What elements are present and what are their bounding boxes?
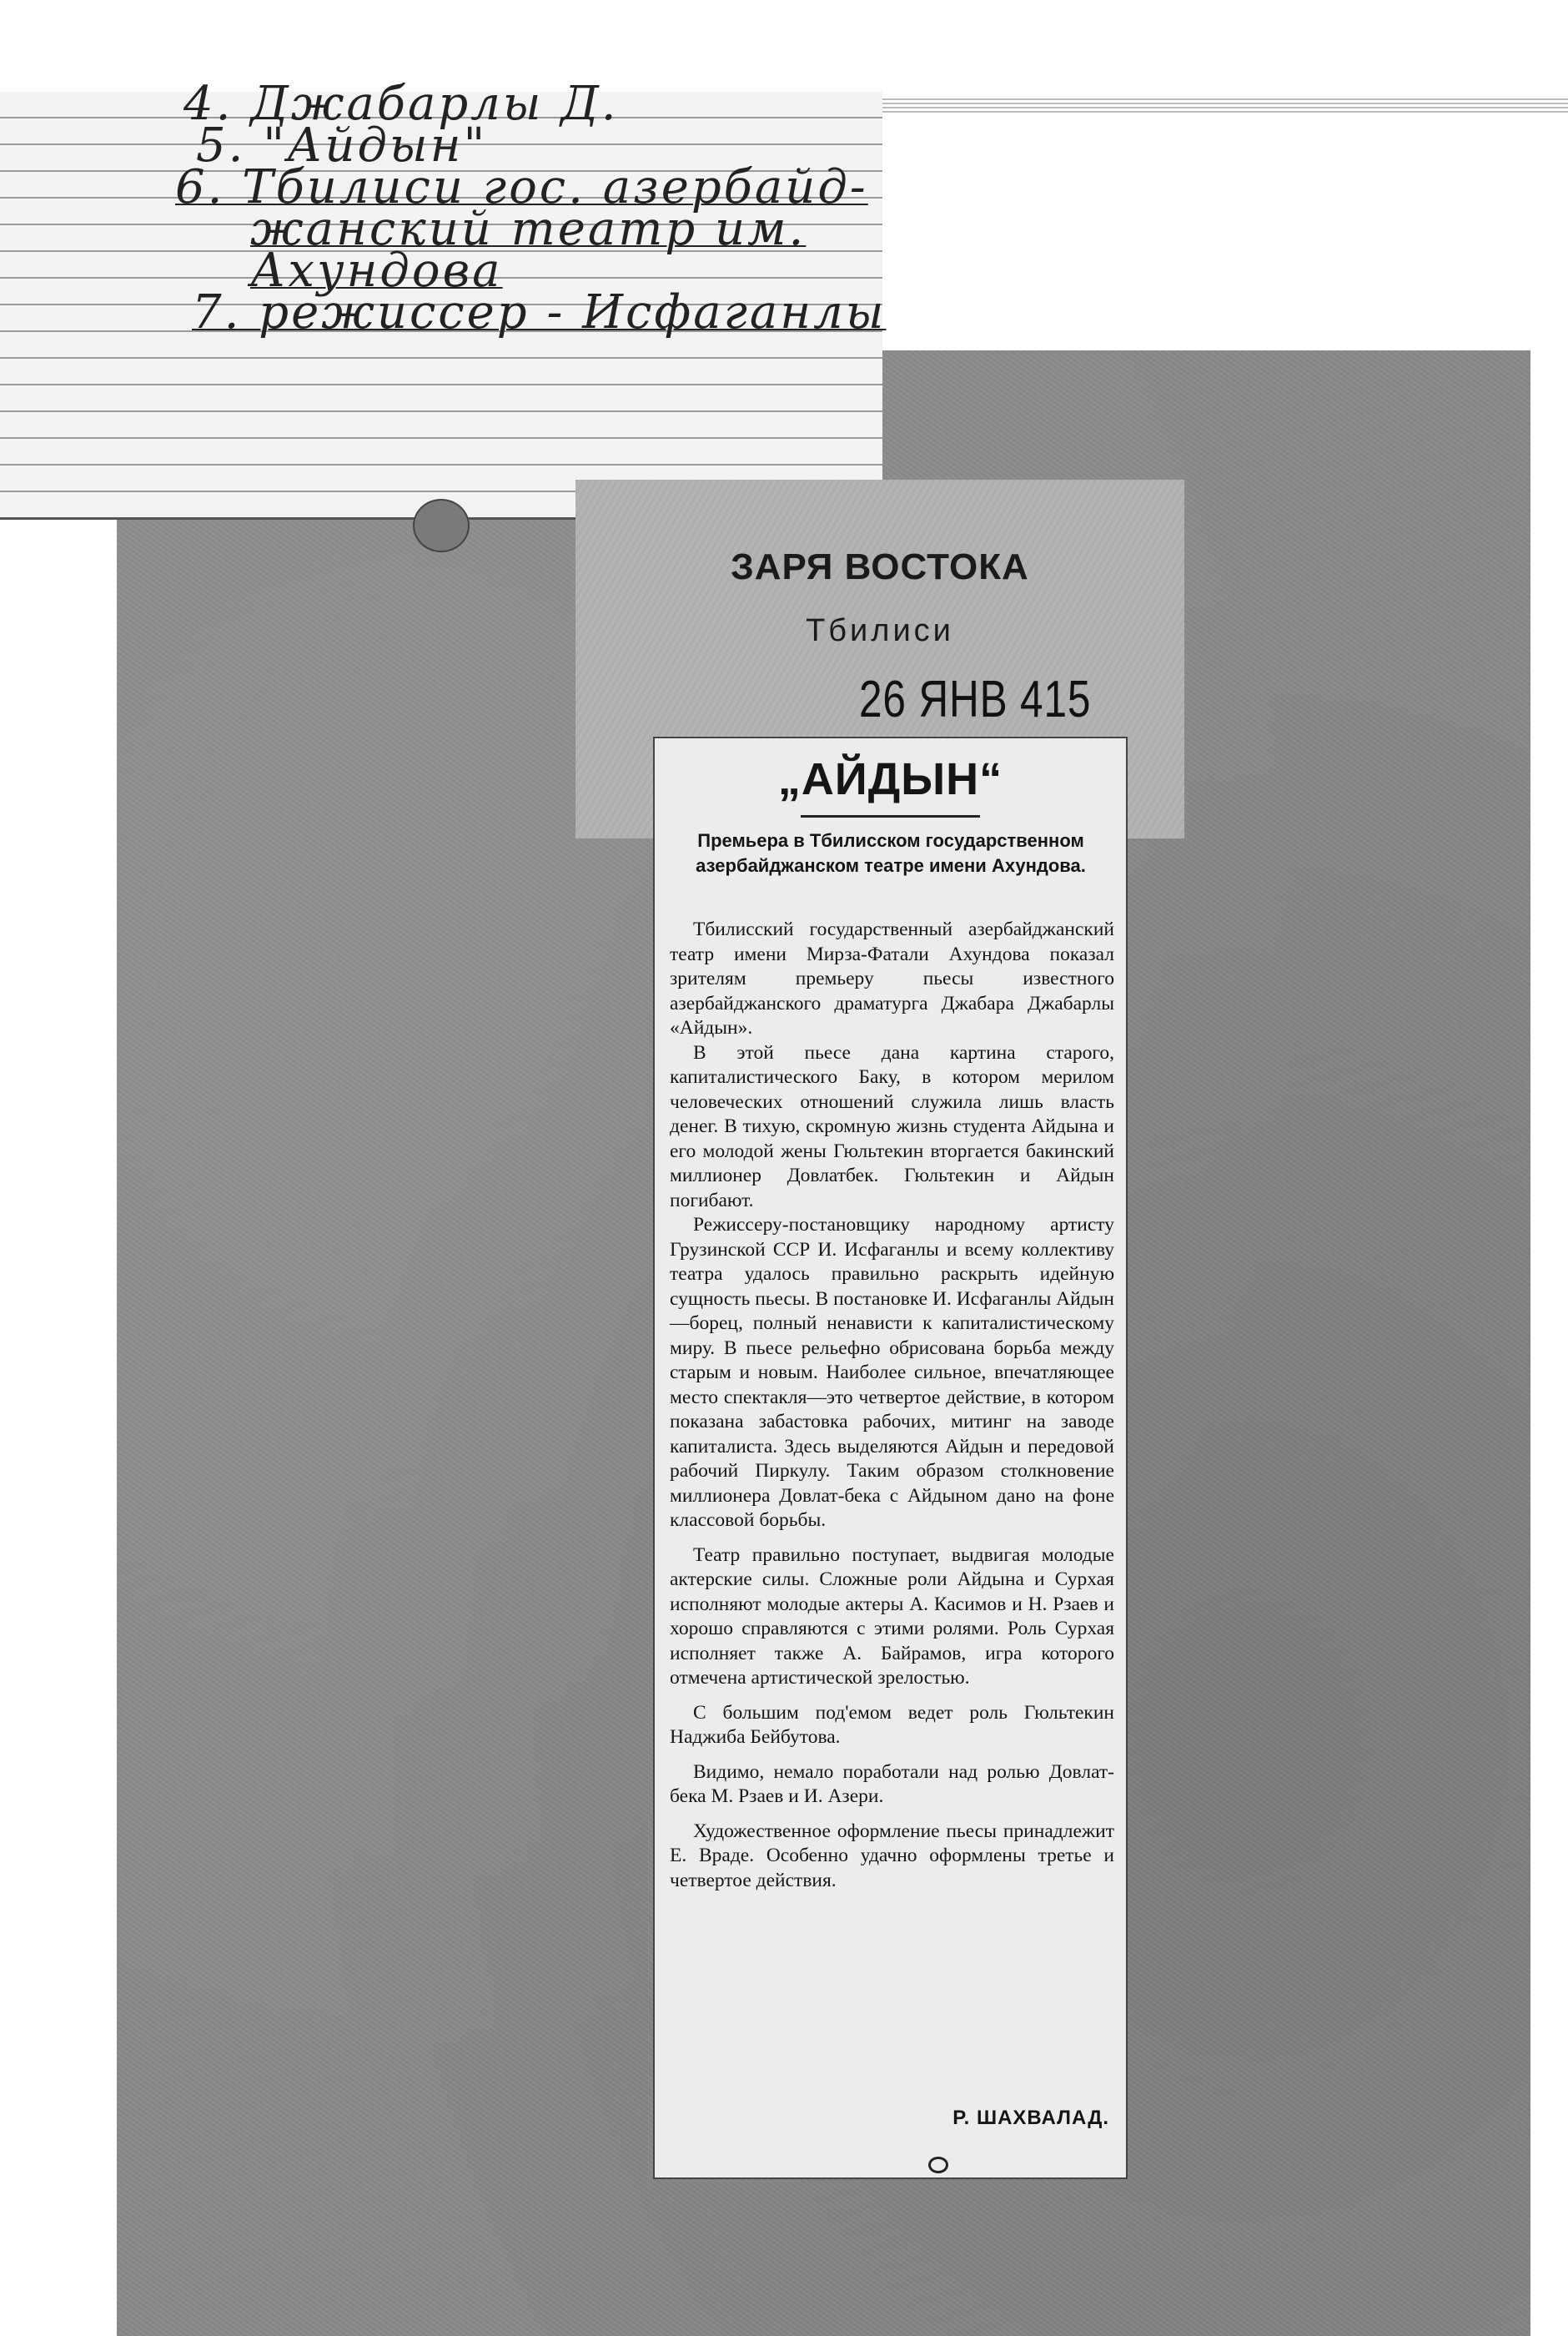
- newspaper-date-stamp: 26 ЯНВ 415: [859, 671, 1092, 728]
- article-paragraph: Видимо, немало поработали над ролью Довлат-бека М. Рзаев и И. Азери.: [670, 1760, 1114, 1807]
- index-card: [0, 77, 887, 520]
- newspaper-city: Тбилиси: [806, 613, 954, 648]
- article-title: „АЙДЫН“: [777, 754, 1003, 804]
- index-line-2: 5. "Айдын": [196, 118, 488, 173]
- article-paragraph: С большим под'емом ведет роль Гюльтекин Наджиба Бейбутова.: [670, 1701, 1114, 1748]
- article-clipping: [655, 738, 1126, 2177]
- article-author: Р. ШАХВАЛАД.: [952, 2107, 1109, 2129]
- index-line-1: 4. Джабарлы Д.: [183, 77, 619, 131]
- newspaper-name: ЗАРЯ ВОСТОКА: [731, 546, 1029, 587]
- index-line-3: 6. Тбилиси гос. азербайд-: [175, 160, 868, 214]
- article-paragraph: В этой пьесе дана картина старого, капиталистического Баку, в котором мерилом человеческих отношений служила лишь власть денег. В тихую, скромную жизнь студента Айдына и его молодой жены Гюльтекин вторгается бакинский миллионер Довлатбек. Гюльтекин и Айдын погибают.: [670, 1041, 1114, 1211]
- punch-hole: [413, 499, 470, 552]
- article-subtitle: Премьера в Тбилисском государственном азербайджанском театре имени Ахундова.: [696, 830, 1086, 876]
- index-line-6: 7. режиссер - Исфаганлы: [192, 285, 887, 340]
- article-paragraph: Художественное оформление пьесы принадлежит Е. Враде. Особенно удачно оформлены третье и четвертое действия.: [670, 1820, 1114, 1891]
- title-underline: [801, 815, 980, 818]
- index-line-4: жанский театр им.: [250, 202, 807, 256]
- article-paragraph: Театр правильно поступает, выдвигая молодые актерские силы. Сложные роли Айдына и Сурхая исполняют молодые актеры А. Касимов и Н. Рзаев и хорошо справляются с этими ролями. Роль Сурхая исполняет также А. Байрамов, игра которого отмечена артистической зрелостью.: [670, 1543, 1114, 1689]
- index-line-5: Ахундова: [250, 244, 503, 298]
- article-paragraph: Тбилисский государственный азербайджанский театр имени Мирза-Фатали Ахундова показал зрителям премьеру пьесы известного азербайджанского драматурга Джабара Джабарлы «Айдын».: [670, 919, 1114, 1039]
- article-paragraph: Режиссеру-постановщику народному артисту Грузинской ССР И. Исфаганлы и всему коллективу театра удалось правильно раскрыть идейную сущность пьесы. В постановке И. Исфаганлы Айдын—борец, полный ненависти к капиталистическому миру. В пьесе рельефно обрисована борьба между старым и новым. Наиболее сильное, впечатляющее место спектакля—это четвертое действие, в котором показана забастовка рабочих, митинг на заводе капиталиста. Здесь выделяются Айдын и передовой рабочий Пиркулу. Таким образом столкновение миллионера Довлат-бека с Айдыном дано на фоне классовой борьбы.: [670, 1214, 1114, 1531]
- ink-mark: [928, 2157, 948, 2173]
- article-body: [670, 918, 1114, 1893]
